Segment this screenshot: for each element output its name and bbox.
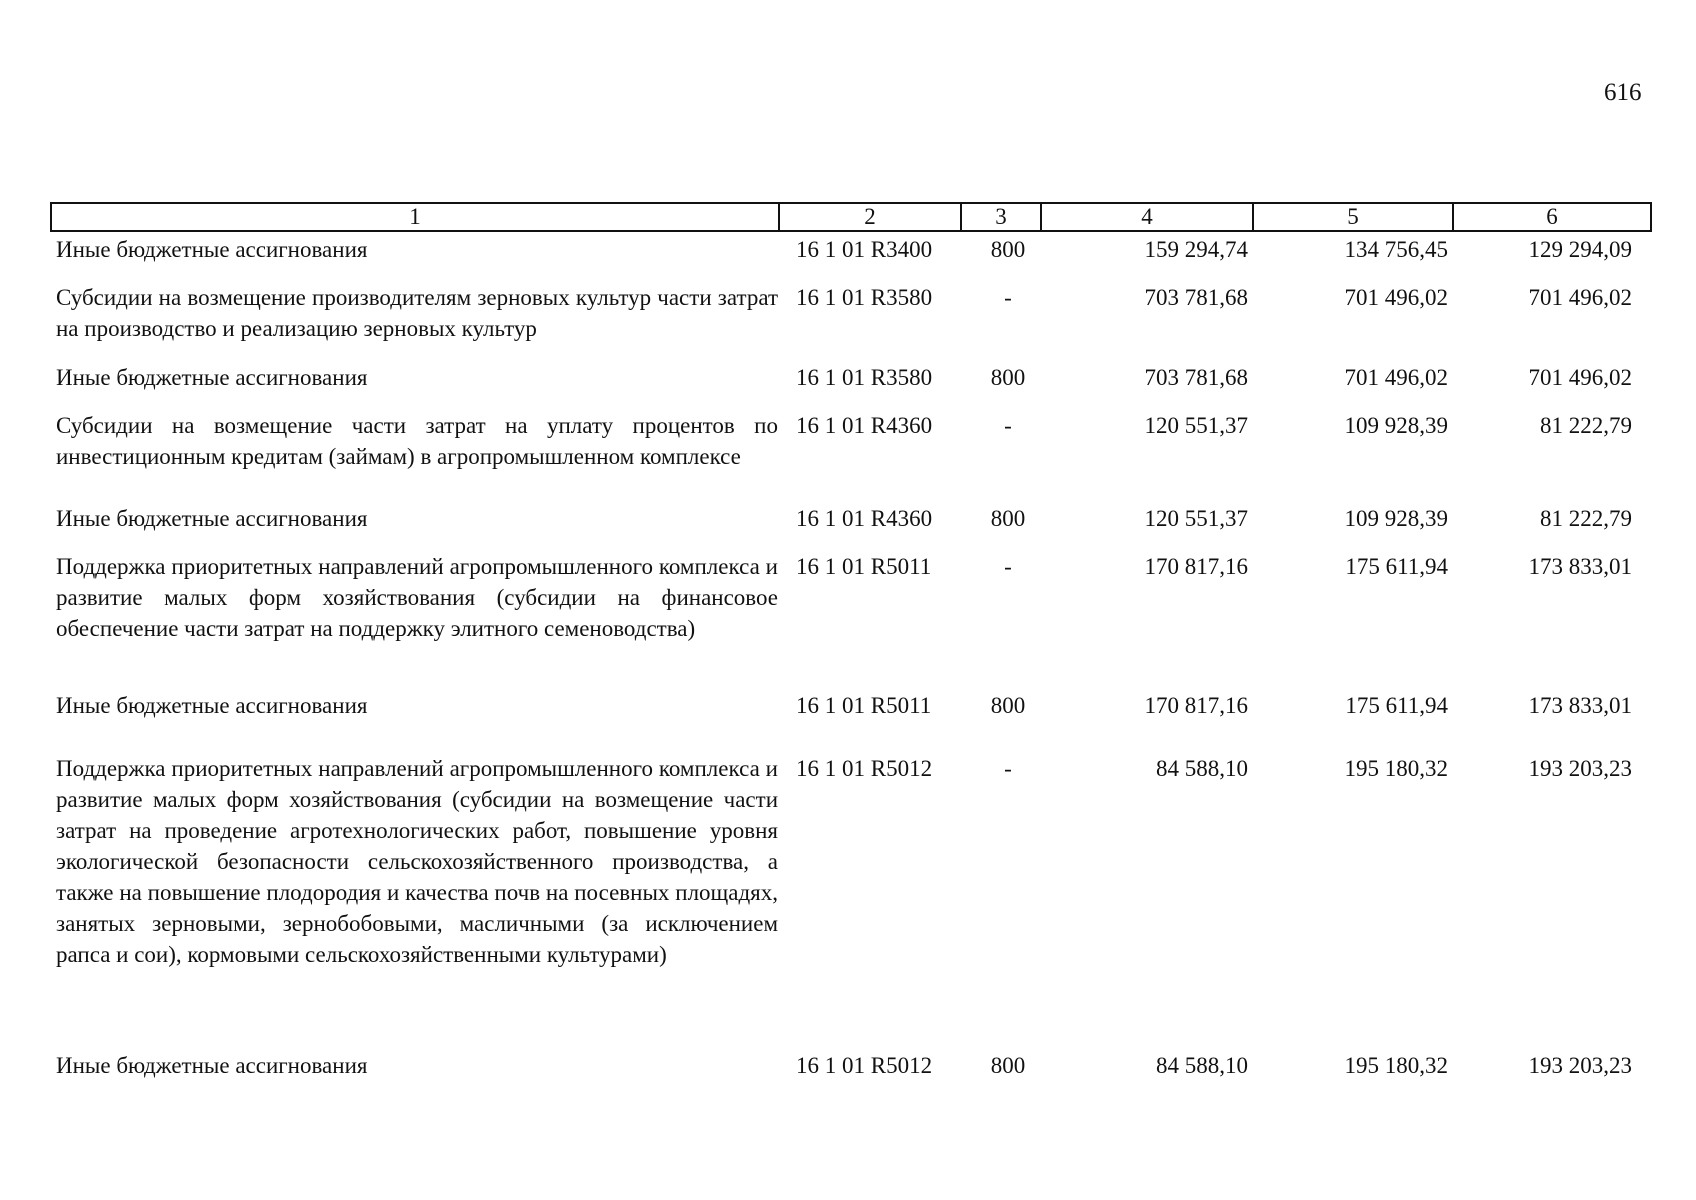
row-value-6: 81 222,79 <box>1540 413 1632 438</box>
row-name: Поддержка приоритетных направлений агропромышленного комплекса и развитие малых форм хозяйствования (субсидии на финансовое обеспечение части затрат на поддержку элитного семеноводства) <box>56 554 778 641</box>
row-type: 800 <box>990 237 1026 262</box>
row-value-6: 193 203,23 <box>1528 756 1632 781</box>
row-value-5: 175 611,94 <box>1345 693 1448 718</box>
row-value-6: 173 833,01 <box>1528 554 1632 579</box>
row-value-4: 170 817,16 <box>1144 554 1248 579</box>
header-col-5: 5 <box>1254 204 1454 230</box>
row-name: Иные бюджетные ассигнования <box>56 693 368 718</box>
row-value-4: 84 588,10 <box>1156 756 1248 781</box>
row-value-5: 175 611,94 <box>1345 554 1448 579</box>
row-value-4: 703 781,68 <box>1144 285 1248 310</box>
row-value-4: 170 817,16 <box>1144 693 1248 718</box>
row-value-5: 195 180,32 <box>1344 1053 1448 1078</box>
row-code: 16 1 01 R5011 <box>796 693 932 718</box>
row-value-5: 701 496,02 <box>1344 285 1448 310</box>
row-code: 16 1 01 R3580 <box>796 285 933 310</box>
row-value-4: 703 781,68 <box>1144 365 1248 390</box>
header-col-6: 6 <box>1546 204 1558 229</box>
row-code: 16 1 01 R5012 <box>796 756 933 781</box>
row-value-4: 120 551,37 <box>1144 506 1248 531</box>
row-value-5: 109 928,39 <box>1344 506 1448 531</box>
row-name: Иные бюджетные ассигнования <box>56 237 368 262</box>
row-name: Иные бюджетные ассигнования <box>56 365 368 390</box>
row-type: 800 <box>990 365 1026 390</box>
row-value-5: 134 756,45 <box>1344 237 1448 262</box>
row-type: 800 <box>990 693 1026 718</box>
row-code: 16 1 01 R4360 <box>796 506 933 531</box>
row-value-6: 173 833,01 <box>1528 693 1632 718</box>
row-value-5: 195 180,32 <box>1344 756 1448 781</box>
row-value-4: 159 294,74 <box>1144 237 1248 262</box>
row-type: - <box>1004 554 1012 579</box>
row-name: Субсидии на возмещение производителям зерновых культур части затрат на производство и реализацию зерновых культур <box>56 285 778 341</box>
row-code: 16 1 01 R4360 <box>796 413 933 438</box>
row-type: - <box>1004 285 1012 310</box>
header-col-2: 2 <box>780 204 962 230</box>
page-number: 616 <box>1604 79 1642 106</box>
row-code: 16 1 01 R3580 <box>796 365 933 390</box>
header-col-1: 1 <box>52 204 780 230</box>
header-col-4: 4 <box>1042 204 1254 230</box>
row-type: - <box>1004 756 1012 781</box>
row-name: Иные бюджетные ассигнования <box>56 1053 368 1078</box>
row-value-6: 81 222,79 <box>1540 506 1632 531</box>
row-type: 800 <box>990 506 1026 531</box>
row-type: 800 <box>990 1053 1026 1078</box>
row-value-6: 193 203,23 <box>1528 1053 1632 1078</box>
row-value-4: 84 588,10 <box>1156 1053 1248 1078</box>
row-value-4: 120 551,37 <box>1144 413 1248 438</box>
row-code: 16 1 01 R5012 <box>796 1053 933 1078</box>
row-name: Иные бюджетные ассигнования <box>56 506 368 531</box>
header-col-3: 3 <box>962 204 1042 230</box>
row-code: 16 1 01 R3400 <box>796 237 933 262</box>
row-value-5: 701 496,02 <box>1344 365 1448 390</box>
row-value-5: 109 928,39 <box>1344 413 1448 438</box>
row-type: - <box>1004 413 1012 438</box>
row-value-6: 701 496,02 <box>1528 285 1632 310</box>
row-code: 16 1 01 R5011 <box>796 554 932 579</box>
row-name: Поддержка приоритетных направлений агропромышленного комплекса и развитие малых форм хозяйствования (субсидии на возмещение части затрат на проведение агротехнологических работ, повышение уровня экологической безопасности сельскохозяйственного производства, а также на повышение плодородия и качества почв на посевных площадях, занятых зерновыми, зернобобовыми, масличными (за исключением рапса и сои), кормовыми сельскохозяйственными культурами) <box>56 756 778 967</box>
row-value-6: 701 496,02 <box>1528 365 1632 390</box>
row-name: Субсидии на возмещение части затрат на уплату процентов по инвестиционным кредитам (займам) в агропромышленном комплексе <box>56 413 778 469</box>
row-value-6: 129 294,09 <box>1528 237 1632 262</box>
